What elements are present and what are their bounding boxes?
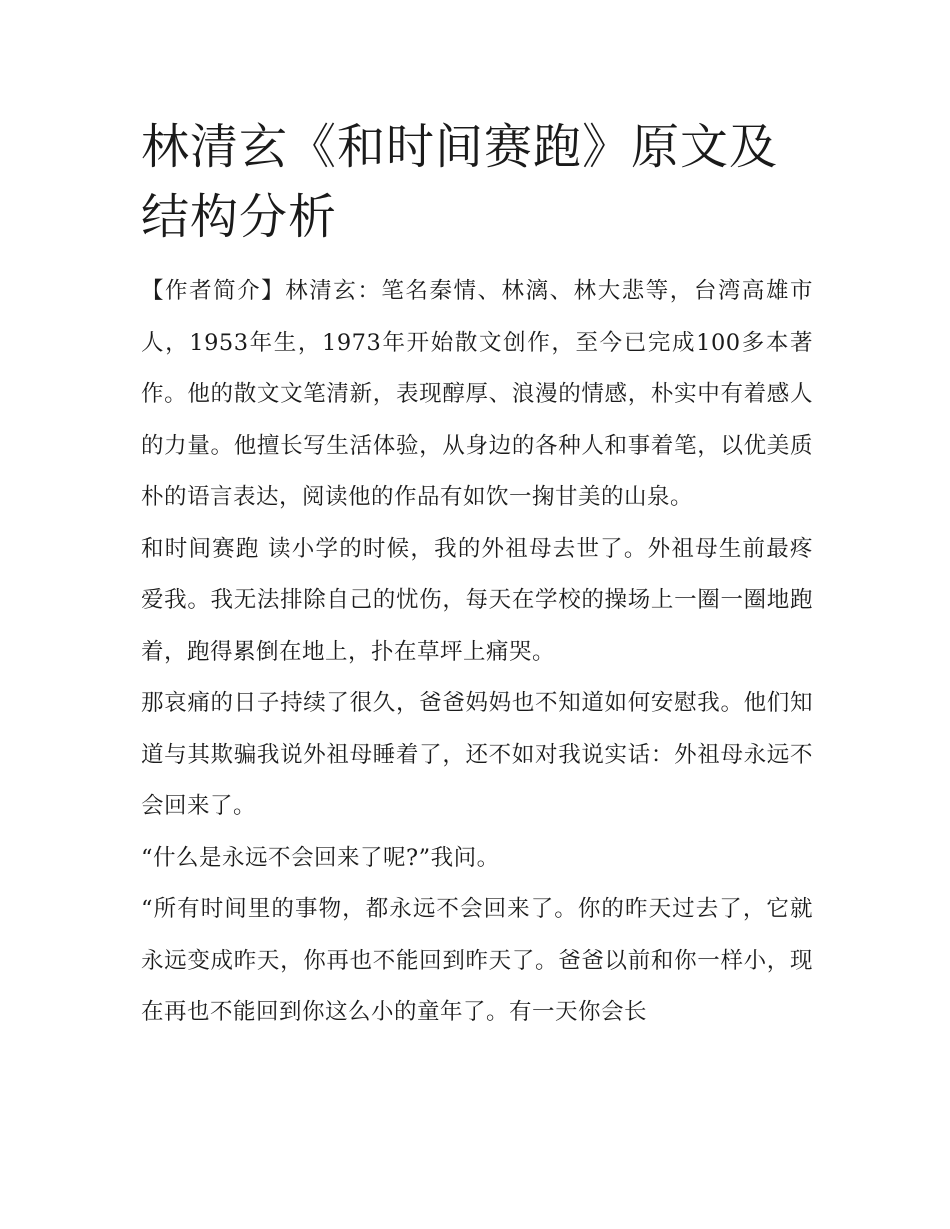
paragraph-parents: 那哀痛的日子持续了很久，爸爸妈妈也不知道如何安慰我。他们知道与其欺骗我说外祖母睡着了，还不如对我说实话：外祖母永远不会回来了。 (141, 690, 813, 819)
document-page (141, 112, 813, 1039)
paragraph-story-start: 和时间赛跑 读小学的时候，我的外祖母去世了。外祖母生前最疼爱我。我无法排除自己的忧伤，每天在学校的操场上一圈一圈地跑着，跑得累倒在地上，扑在草坪上痛哭。 (141, 535, 813, 665)
paragraph-answer: “所有时间里的事物，都永远不会回来了。你的昨天过去了，它就永远变成昨天，你再也不能回到昨天了。爸爸以前和你一样小，现在再也不能回到你这么小的童年了。有一天你会长 (141, 896, 813, 1025)
paragraph-question: “什么是永远不会回来了呢?”我问。 (141, 844, 500, 871)
document-title: 林清玄《和时间赛跑》原文及结构分析 (141, 119, 779, 245)
paragraph-author-intro: 【作者简介】林清玄：笔名秦情、林漓、林大悲等，台湾高雄市人，1953年生，1973年开始散文创作，至今已完成100多本著作。他的散文文笔清新，表现醇厚、浪漫的情感，朴实中有着感人的力量。他擅长写生活体验，从身边的各种人和事着笔，以优美质朴的语言表达，阅读他的作品有如饮一掬甘美的山泉。 (141, 278, 813, 510)
